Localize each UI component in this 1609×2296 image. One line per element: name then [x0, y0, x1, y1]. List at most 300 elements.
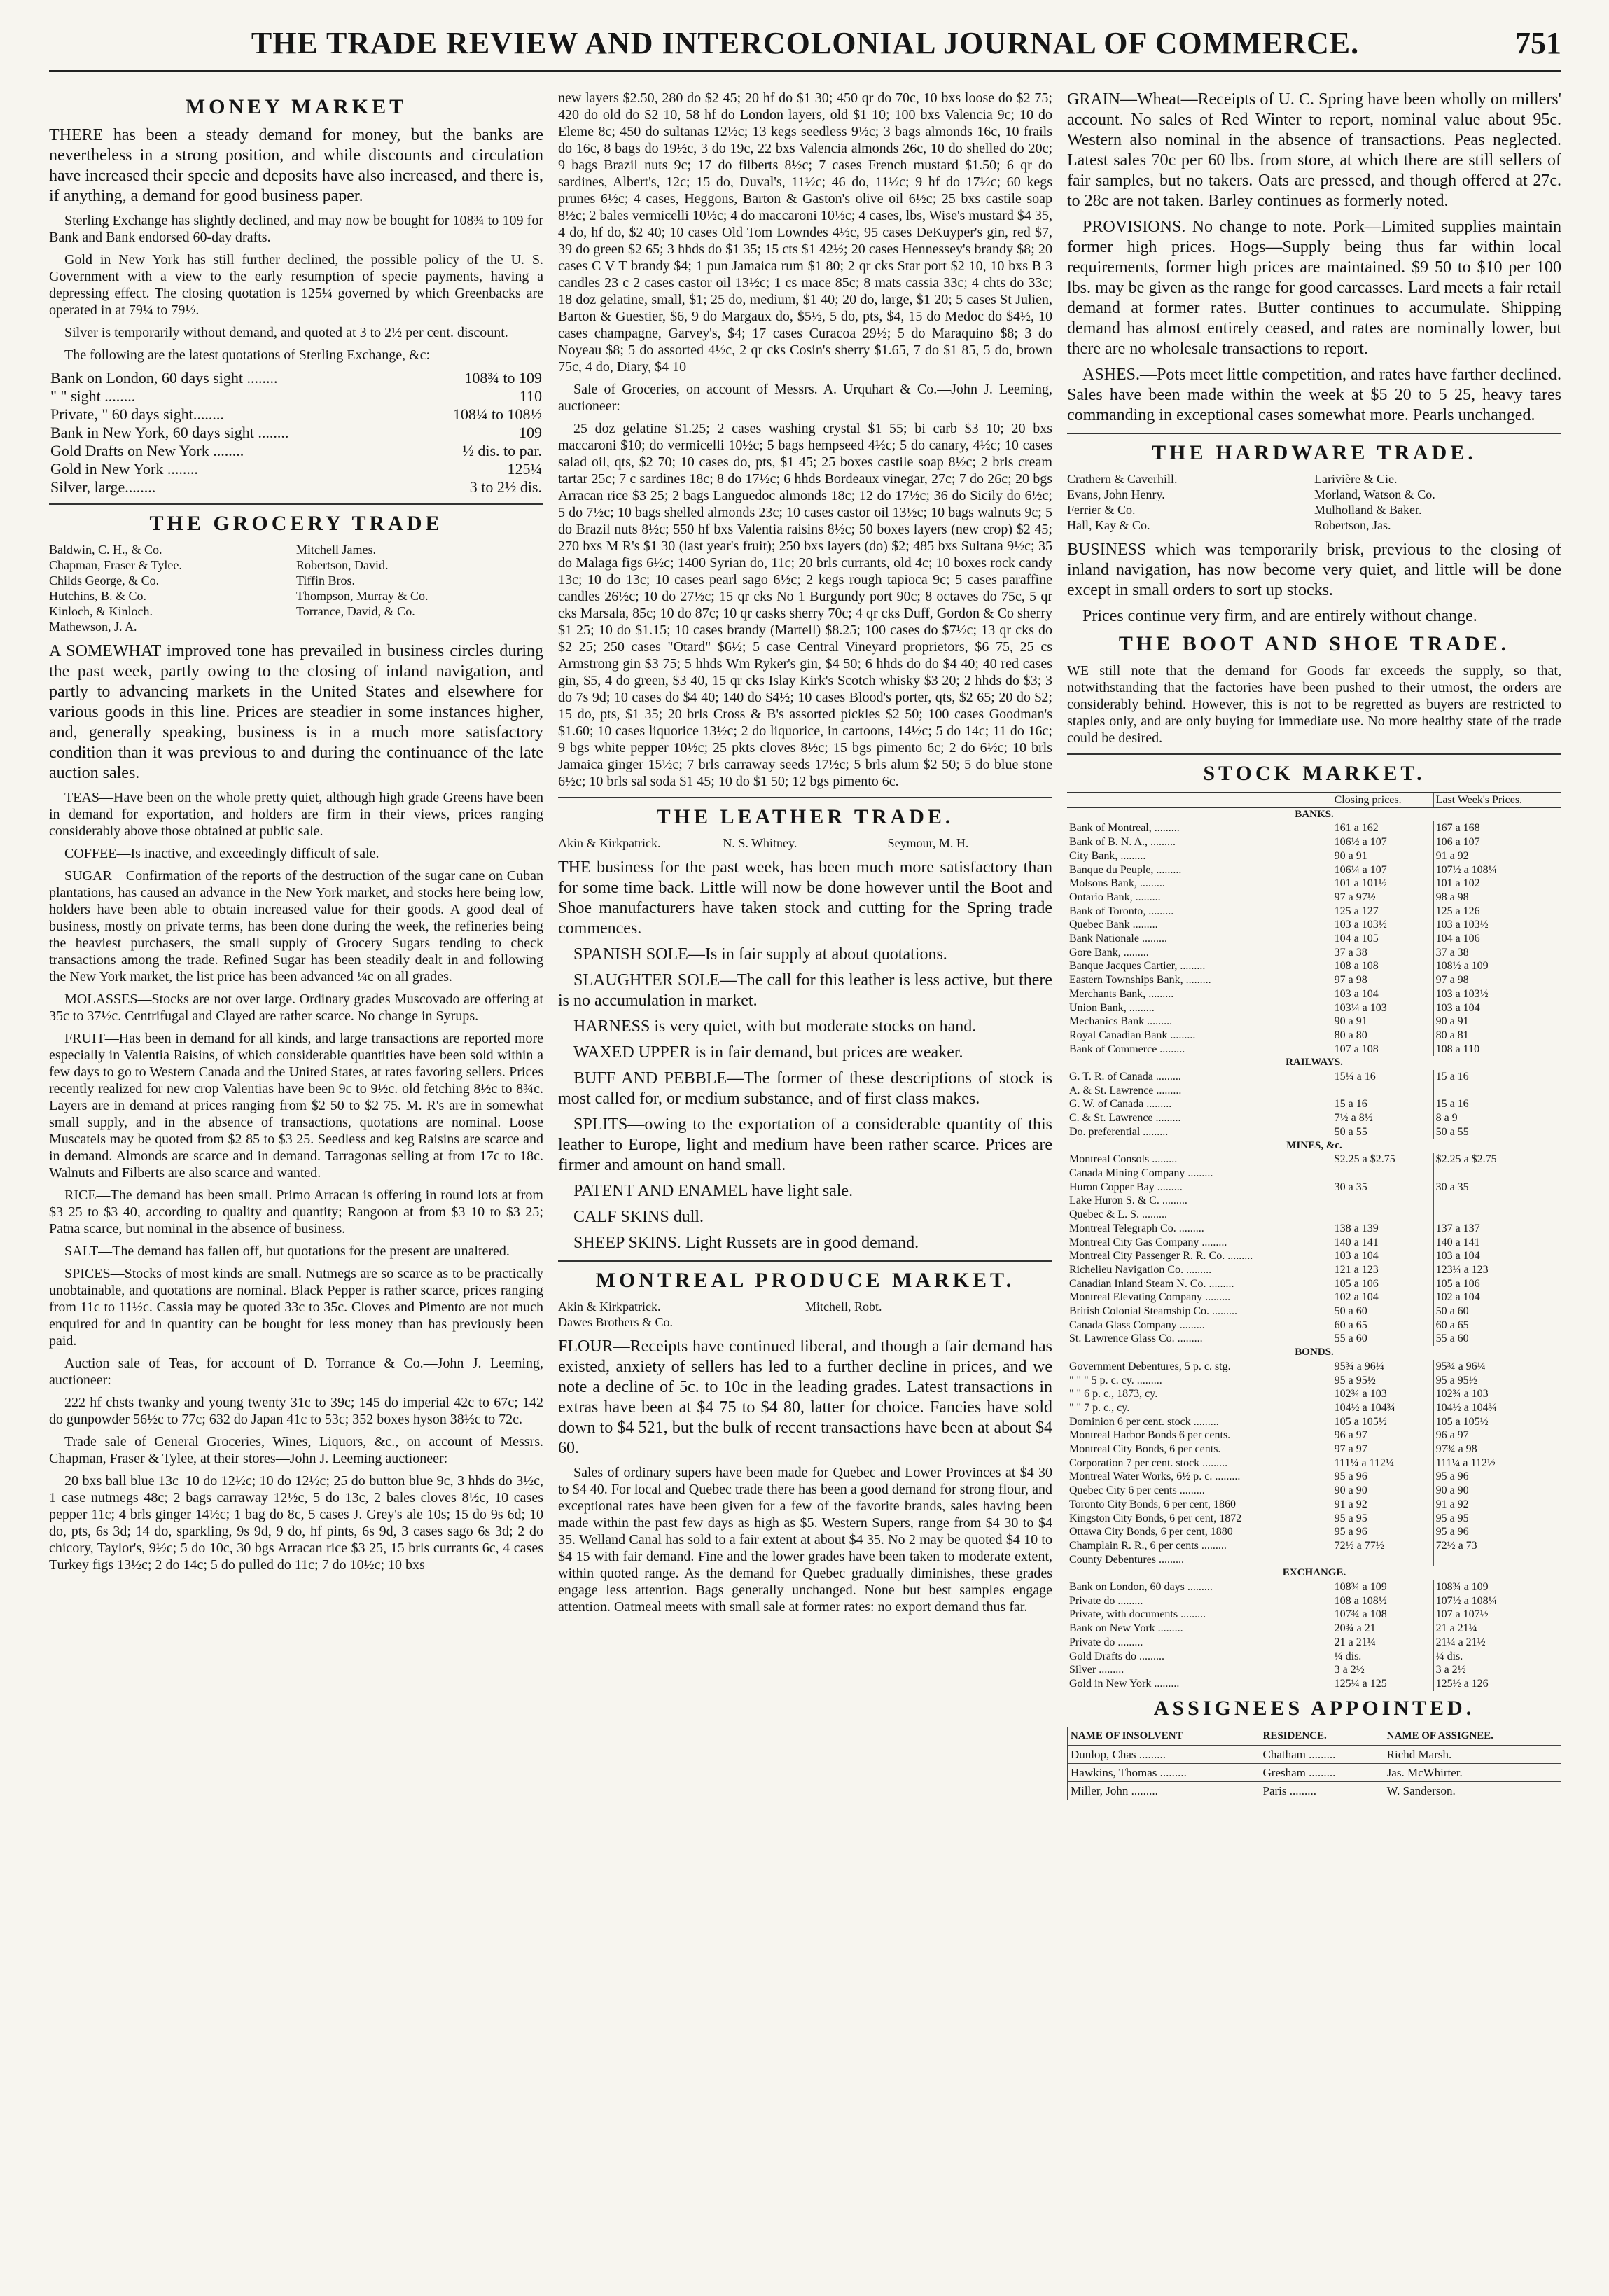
- stock-row: [1067, 959, 1561, 973]
- stock-name: Ontario Bank, .........: [1069, 891, 1161, 903]
- stock-row: [1067, 1525, 1561, 1539]
- exchange-quotations-table: [49, 369, 543, 496]
- quotation-label: Private, " 60 days sight........: [50, 405, 224, 423]
- auction-details: 222 hf chsts twanky and young twenty 31c to 39c; 145 do imperial 42c to 67c; 142 do gunpowder 56½c to 77c; 632 do Japan 41c to 53c; 352 boxes hyson 38½c to 72c.: [49, 1395, 543, 1427]
- stock-closing: 50 a 60: [1332, 1304, 1433, 1319]
- assignee-header: RESIDENCE.: [1260, 1727, 1384, 1745]
- stock-closing: 105 a 105½: [1332, 1415, 1433, 1429]
- stock-name: Gore Bank, .........: [1069, 946, 1149, 959]
- stock-name: Private, with documents .........: [1069, 1608, 1206, 1621]
- stock-closing: 125 a 127: [1332, 905, 1433, 919]
- stock-header: Closing prices.: [1332, 793, 1433, 807]
- stock-name: Banque du Peuple, .........: [1069, 863, 1182, 876]
- stock-row: [1067, 1319, 1561, 1333]
- stock-closing: 106½ a 107: [1332, 835, 1433, 849]
- quotation-row: [49, 387, 543, 405]
- money-paragraph: THERE has been a steady demand for money, but the banks are nevertheless in a strong position, and while discounts and circulation have increased their specie and deposits have also increased, and there is, if anything, a demand for good business paper.: [49, 126, 543, 205]
- stock-last-week: 97¾ a 98: [1433, 1442, 1561, 1456]
- firm-name: Larivière & Cie.: [1314, 472, 1398, 486]
- stock-closing: 15¼ a 16: [1332, 1070, 1433, 1084]
- masthead-title: THE TRADE REVIEW AND INTERCOLONIAL JOURNAL OF COMMERCE.: [251, 26, 1360, 60]
- stock-name: St. Lawrence Glass Co. .........: [1069, 1333, 1203, 1345]
- leather-item: HARNESS is very quiet, with but moderate stocks on hand.: [573, 1017, 977, 1036]
- firms-left: [558, 1299, 805, 1330]
- stock-row: [1067, 946, 1561, 960]
- leather-item: WAXED UPPER is in fair demand, but prices are weaker.: [573, 1043, 963, 1062]
- stock-name: Government Debentures, 5 p. c. stg.: [1069, 1360, 1231, 1372]
- assignees-heading: ASSIGNEES APPOINTED.: [1153, 1696, 1475, 1720]
- money-paragraph: The following are the latest quotations of Sterling Exchange, &c:—: [64, 347, 445, 363]
- stock-market-heading: STOCK MARKET.: [1067, 753, 1561, 784]
- assignee-row: [1068, 1781, 1561, 1800]
- stock-name: Royal Canadian Bank .........: [1069, 1029, 1196, 1041]
- stock-row: [1067, 1332, 1561, 1346]
- stock-name: Dominion 6 per cent. stock .........: [1069, 1415, 1219, 1428]
- stock-row: [1067, 973, 1561, 987]
- stock-closing: 111¼ a 112¼: [1332, 1456, 1433, 1470]
- firm: N. S. Whitney.: [723, 836, 797, 850]
- stock-closing: 95 a 95½: [1332, 1374, 1433, 1388]
- stock-name: Eastern Townships Bank, .........: [1069, 974, 1211, 987]
- stock-row: [1067, 1470, 1561, 1484]
- stock-row: [1067, 1608, 1561, 1622]
- stock-closing: [1332, 1208, 1433, 1222]
- assignee-cell: Dunlop, Chas .........: [1068, 1745, 1260, 1763]
- stock-group-row: [1067, 1346, 1561, 1360]
- stock-closing: 121 a 123: [1332, 1263, 1433, 1277]
- quotation-label: Silver, large........: [50, 478, 156, 496]
- stock-last-week: 167 a 168: [1433, 821, 1561, 835]
- stock-name: Ottawa City Bonds, 6 per cent, 1880: [1069, 1526, 1233, 1538]
- stock-last-week: [1433, 1084, 1561, 1098]
- stock-name: Richelieu Navigation Co. .........: [1069, 1263, 1212, 1276]
- stock-row: [1067, 1222, 1561, 1236]
- firms-right: [805, 1299, 1052, 1330]
- stock-name: Quebec & L. S. .........: [1069, 1209, 1167, 1221]
- stock-name: Private do .........: [1069, 1594, 1143, 1607]
- stock-name: " " 6 p. c., 1873, cy.: [1069, 1388, 1158, 1400]
- stock-closing: 21 a 21¼: [1332, 1636, 1433, 1650]
- stock-closing: 90 a 90: [1332, 1484, 1433, 1498]
- stock-name: Champlain R. R., 6 per cents .........: [1069, 1539, 1227, 1552]
- stock-closing: 103¼ a 103: [1332, 1001, 1433, 1015]
- stock-closing: 104½ a 104¾: [1332, 1401, 1433, 1415]
- stock-group-row: [1067, 1566, 1561, 1580]
- stock-closing: 97 a 98: [1332, 973, 1433, 987]
- stock-row: [1067, 1360, 1561, 1374]
- stock-last-week: 37 a 38: [1433, 946, 1561, 960]
- provisions-paragraph: PROVISIONS. No change to note. Pork—Limited supplies maintain former high prices. Hogs—Supply being thus far within local requirements, former high prices are maintained. $9 50 to $10 per 100 lbs. may be given as the range for good carcasses. Lard meets a fair retail demand at former rates. Butter continues to accumulate. Shipping demand has almost entirely ceased, and rates are nominally lower, but there are no wholesale transactions to report.: [1067, 218, 1561, 358]
- stock-row: [1067, 1181, 1561, 1195]
- stock-last-week: 50 a 60: [1433, 1304, 1561, 1319]
- stock-closing: 60 a 65: [1332, 1319, 1433, 1333]
- stock-last-week: 105 a 106: [1433, 1277, 1561, 1291]
- stock-row: [1067, 1304, 1561, 1319]
- stock-name: G. W. of Canada .........: [1069, 1098, 1172, 1111]
- quotation-value: 108¾ to 109: [464, 369, 542, 387]
- stock-last-week: 3 a 2½: [1433, 1663, 1561, 1677]
- stock-closing: $2.25 a $2.75: [1332, 1153, 1433, 1167]
- quotation-value: 108¼ to 108½: [452, 405, 542, 423]
- stock-row: [1067, 1029, 1561, 1043]
- stock-name: Quebec City 6 per cents .........: [1069, 1484, 1205, 1497]
- stock-name: Toronto City Bonds, 6 per cent, 1860: [1069, 1498, 1236, 1510]
- quotation-value: 125¼: [507, 460, 542, 478]
- stock-row: [1067, 1401, 1561, 1415]
- fruit-paragraph: FRUIT—Has been in demand for all kinds, and large transactions are reported more especially in Valentia Raisins, of which considerable quantities have been sold within a few days to go to Western Canada and the United States, at rates favoring sellers. Prices recently realized for new crop Valentias have been 9c to 9½c. old fetching 8½c to 8¾c. Layers are in demand at prices ranging from $2 50 to $2 75. M. R's are in somewhat small supply, and in the absence of transactions, quotations are nominal. Loose Muscatels may be quoted from $2 85 to $3 25. Seedless and keg Raisins are scarce and in demand. Almonds are scarce and in demand. Tarragonas selling at from 17c to 18c. Walnuts and Filberts are also scarce and wanted.: [49, 1031, 543, 1181]
- auction-details: 20 bxs ball blue 13c–10 do 12½c; 10 do 12½c; 25 do button blue 9c, 3 hhds do 3½c, 1 case nutmegs 48c; 2 bags carraway 12½c, 5 do 13c, 2 bales cloves 8½c, 10 cases pepper 11c; 4 brls ginger 14½c; 1 bag do 8c, 5 cases J. Grey's ale 10s; 15 do 9s 6d; 10 do, pts, 6s 3d; 14 do, sparkling, 9s 9d, 9 do, hf pints, 6s 9d, 3 cases sago 6s 3d; 2 do chicory, Taylor's, 9½c; 5 do 10c, 30 bgs Arracan rice $3 25, 15 brls currants 6c, 4 cases Turkey figs 13½c; 2 do 14c; 5 do pulled do 11c; 7 do 10½c; 10 bxs: [49, 1473, 543, 1573]
- stock-name: " " 7 p. c., cy.: [1069, 1401, 1130, 1414]
- firm-name: Hall, Kay & Co.: [1067, 518, 1150, 532]
- stock-name: Gold Drafts do .........: [1069, 1650, 1164, 1662]
- auction-continuation: new layers $2.50, 280 do $2 45; 20 hf do $1 30; 450 qr do 70c, 10 bxs loose do $2 75; 420 do old do $2 10, 58 hf do London layers, old $1 10; 100 bxs Valencia 9c; 10 do Eleme 8c; 450 do sultanas 12½c; 13 kegs seedless 9½c; 3 bags almonds 16c, 10 frails do 16c, 8 bags do 19½c, 3 do 19c, 22 bxs Valencia almonds 26c, 10 do shelled do 20c; 9 bags Brazil nuts 9c; 17 do filberts 8½c; 7 cases French mustard $1.50; 6 qr do sardines, Albert's, 12c; 15 do, Duval's, 11½c; 46 do, 11½c; 9 hf do 17½c; 60 kegs prunes 6½c; 4 cases, Heggons, Barton & Gaston's olive oil 6½c; 25 bxs castile soap 8½c; 2 bales vermicelli 10½c; 4 do maccaroni 10½c; 4 cases, lbs, Wise's mustard $4 35, 4 do, hf do, $2 40; 10 cases Old Tom Lowndes 4½c, 95 cases DeKuyper's gin, red $7, 39 do green $2 65; 3 hhds do $1 35; 15 cts $1 42½; 20 cases Hennessey's brandy $8; 20 cases C V T brandy $4; 1 pun Jamaica rum $1 80; 2 qr cks Star port $2 10, 10 bxs B 3 candles 23 c 2 cases castor oil 13½c; 1 cs mace 85c; 8 mats cassia 33c; 4 chts do 33c; 18 doz gelatine, small, $1; 25 do, medium, $1 40; 20 do, large, $1 20; 5 cases St Julien, Barton & Guestier, $6, 9 do Margaux do, $5½, 5 do, pts, $4, 15 do Medoc do $4½, 10 cases champagne, Garvey's, $4; 17 cases Curacoa 29½; 5 do Maraquino $8; 3 do Noyeau $8; 5 do assorted 4½c, 2 qr cks Cosin's sherry $1.65, 7 do $1 85, 5 do, brown 75c, 4 do, Diary, $4 10: [558, 90, 1052, 375]
- firm-name: Tiffin Bros.: [296, 573, 356, 587]
- stock-row: [1067, 1539, 1561, 1553]
- firm-name: Dawes Brothers & Co.: [558, 1315, 673, 1329]
- stock-row: [1067, 905, 1561, 919]
- stock-last-week: ¼ dis.: [1433, 1650, 1561, 1664]
- stock-last-week: 102 a 104: [1433, 1290, 1561, 1304]
- assignee-row: [1068, 1763, 1561, 1781]
- firm-name: Mulholland & Baker.: [1314, 503, 1422, 517]
- firm-name: Mitchell James.: [296, 543, 376, 557]
- stock-last-week: 90 a 90: [1433, 1484, 1561, 1498]
- stock-row: [1067, 1650, 1561, 1664]
- firms-right: [1314, 471, 1561, 533]
- stock-closing: 104 a 105: [1332, 932, 1433, 946]
- stock-last-week: 104 a 106: [1433, 932, 1561, 946]
- stock-name: Bank Nationale .........: [1069, 933, 1167, 945]
- ashes-paragraph: ASHES.—Pots meet little competition, and rates have farther declined. Sales have been made within the week at $5 20 to 5 25, heavy tares commanding in exceptional cases somewhat more. Pearls unchanged.: [1067, 366, 1561, 424]
- stock-last-week: 101 a 102: [1433, 877, 1561, 891]
- stock-row: [1067, 835, 1561, 849]
- stock-name: Silver .........: [1069, 1664, 1124, 1676]
- leather-item: CALF SKINS dull.: [573, 1208, 704, 1226]
- firm-name: Mathewson, J. A.: [49, 620, 137, 634]
- stock-last-week: 105 a 105½: [1433, 1415, 1561, 1429]
- stock-last-week: 21 a 21¼: [1433, 1622, 1561, 1636]
- stock-name: Union Bank, .........: [1069, 1001, 1155, 1014]
- quotation-label: Bank on London, 60 days sight ........: [50, 369, 278, 387]
- column-2: [558, 90, 1052, 1621]
- stock-last-week: 104½ a 104¾: [1433, 1401, 1561, 1415]
- stock-name: Montreal City Bonds, 6 per cents.: [1069, 1443, 1221, 1456]
- stock-group-row: [1067, 807, 1561, 821]
- stock-row: [1067, 1580, 1561, 1594]
- stock-name: Bank of Toronto, .........: [1069, 905, 1174, 917]
- stock-closing: 50 a 55: [1332, 1125, 1433, 1139]
- leather-item: PATENT AND ENAMEL have light sale.: [573, 1182, 854, 1200]
- firm: Seymour, M. H.: [887, 836, 969, 850]
- stock-last-week: 108¾ a 109: [1433, 1580, 1561, 1594]
- stock-row: [1067, 918, 1561, 932]
- stock-last-week: 15 a 16: [1433, 1070, 1561, 1084]
- stock-last-week: 21¼ a 21½: [1433, 1636, 1561, 1650]
- stock-row: [1067, 1636, 1561, 1650]
- stock-name: Bank of Montreal, .........: [1069, 822, 1180, 835]
- stock-closing: 95¾ a 96¼: [1332, 1360, 1433, 1374]
- stock-row: [1067, 1097, 1561, 1111]
- stock-row: [1067, 849, 1561, 863]
- stock-closing: 140 a 141: [1332, 1236, 1433, 1250]
- stock-name: City Bank, .........: [1069, 849, 1146, 862]
- stock-last-week: 123¼ a 123: [1433, 1263, 1561, 1277]
- stock-row: [1067, 932, 1561, 946]
- column-3: [1067, 90, 1561, 1800]
- auction-details: 25 doz gelatine $1.25; 2 cases washing crystal $1 55; bi carb $3 10; 20 bxs maccaroni $10; do vermicelli 10½c; 5 bags hempseed 4½c; 5 do canary, 4½c; 10 cases salad oil, qts, $2 70; 10 cases do, pts, $1 45; 25 boxes castile soap 8½c; 2 brls cream tartar 25c; 7 c sardines 18c; 8 do 17½c; 6 hhds Bordeaux vinegar, 27c; 7 do 26c; 20 bgs Arracan rice $3 25; 2 bags Languedoc almonds 18c; 12 do 17½c; 36 do Sicily do 6½c; 5 do 7½c; 10 bags shelled almonds 23c; 10 cases castor oil 13½c; 10 bags walnuts 9c; 5 do Brazil nuts 8½c; 550 hf bxs Valentia raisins 8½c; 50 boxes layers (new crop) $2 45; 270 bxs M R's $1 30 (last year's fruit); 250 bxs layers (do) $2; 485 bxs Sultana 9½c; 35 do Malaga figs 6½c; 1400 Syrian do, 11c; 20 brls currants, old 4c; 10 boxes rock candy 13c; 10 do 13c; 10 cases pearl sago 6½c; 2 kegs rough tapioca 9c; 5 cases paraffine candles 26½c; 10 do 27½c; 15 qr cks No 1 Burgundy port 90c; 8 octaves do 75c, 5 qr cks Marsala, 85c; 10 do 87c; 10 qr casks sherry 70c; 4 qr cks Duff, Gordon & Co sherry $1 25; 10 do $1.15; 10 cases brandy (Martell) $8.25; 100 cases do $7½c; 13 qr cks do $2 25; 250 cases "Otard" $6½; 5 case Central Vineyard proprietors, $6 75, 25 cs Armstrong gin $3 75; 5 hhds Wm Ryker's gin, $4 50; 6 hhds do do $4 40; 40 red cases gin, $5, 4 do green, $3 40, 15 qr cks Islay Kirk's Scotch whisky $3 20; 2 hhds do $3; 3 do 7s 9d; 10 cases do $4 40; 140 do $4½; 10 cases Blood's porter, qts, $2 65; 20 do $2; 15 do, pts, $1 35; 20 brls Cross & B's assorted pickles $2 50; 100 cases Goodman's $1.60; 10 cases liquorice 13½c; 2 do liquorice, in cartoons, 14½c; 5 do 14c; 11 do 16c; 9 bgs white pepper 10½c; 25 pkts cloves 8½c; 15 bgs pimento 6c; 2 do 6½c; 10 brls Jamaica ginger 15½c; 7 brls carraway seeds 17½c; 5 brls alum $2 50; 5 do blue stone 6½c; 10 brls sal soda $1 45; 10 do $1 50; 12 bgs pimento 6c.: [558, 421, 1052, 789]
- stock-row: [1067, 1084, 1561, 1098]
- stock-row: [1067, 1249, 1561, 1263]
- leather-item: SPANISH SOLE—Is in fair supply at about quotations.: [573, 945, 947, 963]
- stock-last-week: 60 a 65: [1433, 1319, 1561, 1333]
- stock-name: Kingston City Bonds, 6 per cent, 1872: [1069, 1512, 1242, 1524]
- stock-row: [1067, 1442, 1561, 1456]
- stock-closing: 103 a 104: [1332, 1249, 1433, 1263]
- stock-closing: 107 a 108: [1332, 1043, 1433, 1057]
- stock-row: [1067, 1428, 1561, 1442]
- stock-row: [1067, 1374, 1561, 1388]
- stock-closing: [1332, 1084, 1433, 1098]
- stock-name: County Debentures .........: [1069, 1553, 1184, 1566]
- quotation-value: 109: [519, 424, 542, 441]
- stock-last-week: 97 a 98: [1433, 973, 1561, 987]
- stock-name: Canada Glass Company .........: [1069, 1319, 1205, 1331]
- stock-row: [1067, 1153, 1561, 1167]
- stock-closing: 108¾ a 109: [1332, 1580, 1433, 1594]
- stock-closing: 106¼ a 107: [1332, 863, 1433, 877]
- assignee-cell: Paris .........: [1260, 1781, 1384, 1800]
- stock-closing: 102¾ a 103: [1332, 1387, 1433, 1401]
- assignee-header: NAME OF ASSIGNEE.: [1384, 1727, 1561, 1745]
- auction-notice: Trade sale of General Groceries, Wines, Liquors, &c., on account of Messrs. Chapman, Fraser & Tylee, at their stores—John J. Leeming auctioneer:: [49, 1434, 543, 1466]
- stock-last-week: 108 a 110: [1433, 1043, 1561, 1057]
- stock-name: Bank on London, 60 days .........: [1069, 1581, 1213, 1594]
- stock-closing: 91 a 92: [1332, 1498, 1433, 1512]
- stock-row: [1067, 1277, 1561, 1291]
- firm-name: Thompson, Murray & Co.: [296, 589, 429, 603]
- grocery-paragraph: A SOMEWHAT improved tone has prevailed in business circles during the past week, partly owing to the closing of inland navigation, and partly to advancing markets in the United States and elsewhere for various goods in this line. Prices are steadier in some instances higher, and, generally speaking, business is in a much more satisfactory condition than it was previous to and during the continuance of the late auction sales.: [49, 642, 543, 782]
- firm-name: Robertson, Jas.: [1314, 518, 1391, 532]
- stock-row: [1067, 1415, 1561, 1429]
- assignee-cell: Jas. McWhirter.: [1384, 1763, 1561, 1781]
- stock-row: [1067, 877, 1561, 891]
- stock-row: [1067, 1484, 1561, 1498]
- stock-closing: 97 a 97½: [1332, 891, 1433, 905]
- salt-paragraph: SALT—The demand has fallen off, but quotations for the present are unaltered.: [64, 1244, 510, 1259]
- stock-last-week: 95 a 96: [1433, 1525, 1561, 1539]
- stock-row: [1067, 1015, 1561, 1029]
- quotation-row: [49, 405, 543, 424]
- stock-last-week: 15 a 16: [1433, 1097, 1561, 1111]
- stock-closing: 97 a 97: [1332, 1442, 1433, 1456]
- stock-name: Canadian Inland Steam N. Co. .........: [1069, 1277, 1234, 1290]
- stock-row: [1067, 1194, 1561, 1208]
- firm-name: Chapman, Fraser & Tylee.: [49, 558, 182, 572]
- stock-name: Huron Copper Bay .........: [1069, 1181, 1183, 1193]
- leather-trade-heading: THE LEATHER TRADE.: [558, 797, 1052, 827]
- firm-name: Baldwin, C. H., & Co.: [49, 543, 162, 557]
- stock-closing: 102 a 104: [1332, 1290, 1433, 1304]
- stock-closing: 103 a 103½: [1332, 918, 1433, 932]
- money-paragraph: Silver is temporarily without demand, and quoted at 3 to 2½ per cent. discount.: [64, 325, 508, 340]
- stock-last-week: 103 a 103½: [1433, 918, 1561, 932]
- stock-closing: 90 a 91: [1332, 849, 1433, 863]
- stock-closing: 80 a 80: [1332, 1029, 1433, 1043]
- stock-closing: [1332, 1553, 1433, 1567]
- quotation-row: [49, 369, 543, 387]
- stock-row: [1067, 1553, 1561, 1567]
- firm-name: Childs George, & Co.: [49, 573, 160, 587]
- stock-row: [1067, 1125, 1561, 1139]
- stock-last-week: 55 a 60: [1433, 1332, 1561, 1346]
- quotation-row: [49, 424, 543, 442]
- stock-closing: 108 a 108½: [1332, 1594, 1433, 1608]
- stock-last-week: 80 a 81: [1433, 1029, 1561, 1043]
- assignee-cell: Gresham .........: [1260, 1763, 1384, 1781]
- assignee-row: [1068, 1745, 1561, 1763]
- stock-last-week: 72½ a 73: [1433, 1539, 1561, 1553]
- stock-last-week: 90 a 91: [1433, 1015, 1561, 1029]
- stock-last-week: 8 a 9: [1433, 1111, 1561, 1125]
- produce-market-heading: MONTREAL PRODUCE MARKET.: [558, 1260, 1052, 1290]
- stock-name: Montreal City Gas Company .........: [1069, 1236, 1227, 1248]
- stock-closing: 161 a 162: [1332, 821, 1433, 835]
- stock-row: [1067, 1263, 1561, 1277]
- stock-last-week: 95 a 95: [1433, 1512, 1561, 1526]
- stock-name: G. T. R. of Canada .........: [1069, 1071, 1181, 1083]
- assignee-cell: Richd Marsh.: [1384, 1745, 1561, 1763]
- stock-header: [1067, 793, 1332, 807]
- stock-group-row: [1067, 1139, 1561, 1153]
- assignee-header: NAME OF INSOLVENT: [1068, 1727, 1260, 1745]
- spices-paragraph: SPICES—Stocks of most kinds are small. Nutmegs are so scarce as to be practically unobtainable, and quotations are nominal. Black Pepper is rather scarce, prices ranging from 11c to 11½c. Cassia may be quoted 33c to 35c. Cloves and Pimento are not much enquired for and in quantity can be bought for less money than has previously been paid.: [49, 1266, 543, 1349]
- firm-name: Ferrier & Co.: [1067, 503, 1136, 517]
- stock-closing: 15 a 16: [1332, 1097, 1433, 1111]
- stock-closing: 95 a 96: [1332, 1525, 1433, 1539]
- firms-right: [296, 542, 543, 634]
- stock-closing: 3 a 2½: [1332, 1663, 1433, 1677]
- stock-closing: 125¼ a 125: [1332, 1677, 1433, 1691]
- leather-item: SHEEP SKINS. Light Russets are in good demand.: [573, 1234, 919, 1252]
- stock-last-week: $2.25 a $2.75: [1433, 1153, 1561, 1167]
- stock-row: [1067, 1290, 1561, 1304]
- stock-name: Private do .........: [1069, 1636, 1143, 1648]
- stock-last-week: 95 a 96: [1433, 1470, 1561, 1484]
- stock-last-week: [1433, 1553, 1561, 1567]
- stock-row: [1067, 1456, 1561, 1470]
- quotation-row: [49, 478, 543, 496]
- stock-row: [1067, 1070, 1561, 1084]
- stock-group-row: [1067, 1056, 1561, 1070]
- hardware-paragraph: BUSINESS which was temporarily brisk, previous to the closing of inland navigation, has now become very quiet, and little will be done except in small orders to sort up stocks.: [1067, 541, 1561, 599]
- stock-row: [1067, 1043, 1561, 1057]
- stock-closing: 108 a 108: [1332, 959, 1433, 973]
- quotation-value: ½ dis. to par.: [462, 442, 542, 459]
- stock-group-label: BONDS.: [1295, 1347, 1334, 1358]
- grain-paragraph: GRAIN—Wheat—Receipts of U. C. Spring have been wholly on millers' account. No sales of Red Winter to report, nominal value about 95c. Western also nominal in the absence of transactions. Peas neglected. Latest sales 70c per 60 lbs. from store, at which there are still sellers of fair samples, but no takers. Oats are pressed, and though offered at 27c. to 28c are not taken. Barley continues as formerly noted.: [1067, 90, 1561, 210]
- stock-market-table: [1067, 792, 1561, 1691]
- grocery-trade-heading: THE GROCERY TRADE: [49, 503, 543, 534]
- firm-name: Akin & Kirkpatrick.: [558, 1300, 661, 1314]
- firm-name: Hutchins, B. & Co.: [49, 589, 147, 603]
- boot-paragraph: WE still note that the demand for Goods far exceeds the supply, so that, notwithstanding that the factories have been pushed to their utmost, the orders are considerably behind. However, this is not to be regretted as buyers are restricted to staples only, and are only buying for immediate use. No more healthy state of the trade could be desired.: [1067, 663, 1561, 746]
- stock-group-label: EXCHANGE.: [1282, 1567, 1346, 1579]
- stock-name: Corporation 7 per cent. stock .........: [1069, 1456, 1228, 1469]
- stock-last-week: 103 a 103½: [1433, 987, 1561, 1001]
- stock-closing: 72½ a 77½: [1332, 1539, 1433, 1553]
- firm-name: Kinloch, & Kinloch.: [49, 604, 153, 618]
- auction-notice: Sale of Groceries, on account of Messrs. A. Urquhart & Co.—John J. Leeming, auctioneer:: [558, 382, 1052, 414]
- stock-closing: 20¾ a 21: [1332, 1622, 1433, 1636]
- sugar-paragraph: SUGAR—Confirmation of the reports of the destruction of the sugar cane on Cuban plantations, has caused an advance in the New York market, and stocks here being low, holders have been able to obtain increased value for their goods. A good deal of business, mostly on private terms, has been done during the week, the refineries being the heaviest purchasers, the small supply of Grocery Sugars tending to check transactions among the trade. Refined Sugar has been steadily dealt in and following the New York market, the list price has been advanced ¼c on all grades.: [49, 868, 543, 985]
- stock-name: Canada Mining Company .........: [1069, 1167, 1213, 1179]
- stock-name: Merchants Bank, .........: [1069, 987, 1174, 1000]
- quotation-row: [49, 442, 543, 460]
- stock-closing: 95 a 95: [1332, 1512, 1433, 1526]
- stock-last-week: [1433, 1194, 1561, 1208]
- hardware-firms: [1067, 471, 1561, 533]
- stock-last-week: 107½ a 108¼: [1433, 863, 1561, 877]
- stock-closing: [1332, 1167, 1433, 1181]
- stock-closing: 96 a 97: [1332, 1428, 1433, 1442]
- stock-last-week: 125 a 126: [1433, 905, 1561, 919]
- stock-name: Montreal Water Works, 6½ p. c. .........: [1069, 1470, 1241, 1483]
- stock-last-week: 137 a 137: [1433, 1222, 1561, 1236]
- leather-firms: [558, 835, 1052, 851]
- stock-last-week: 108½ a 109: [1433, 959, 1561, 973]
- stock-closing: 55 a 60: [1332, 1332, 1433, 1346]
- stock-last-week: 111¼ a 112½: [1433, 1456, 1561, 1470]
- firm-name: Robertson, David.: [296, 558, 389, 572]
- stock-name: Bank of B. N. A., .........: [1069, 836, 1176, 849]
- stock-last-week: 125½ a 126: [1433, 1677, 1561, 1691]
- stock-name: Bank of Commerce .........: [1069, 1043, 1185, 1055]
- assignee-cell: W. Sanderson.: [1384, 1781, 1561, 1800]
- stock-name: Bank on New York .........: [1069, 1622, 1183, 1635]
- quotation-label: " " sight ........: [50, 387, 136, 405]
- stock-closing: 30 a 35: [1332, 1181, 1433, 1195]
- auction-notice: Auction sale of Teas, for account of D. Torrance & Co.—John J. Leeming, auctioneer:: [49, 1356, 543, 1388]
- stock-row: [1067, 821, 1561, 835]
- rice-paragraph: RICE—The demand has been small. Primo Arracan is offering in round lots at from $3 25 to $3 40, according to quality and quantity; Rangoon at from $3 10 to $3 25; Patna scarce, but nominal in the absence of business.: [49, 1188, 543, 1237]
- stock-group-label: BANKS.: [1295, 808, 1334, 820]
- stock-closing: [1332, 1194, 1433, 1208]
- quotation-label: Gold in New York ........: [50, 460, 198, 478]
- stock-name: Quebec Bank .........: [1069, 919, 1158, 931]
- firm-name: Crathern & Caverhill.: [1067, 472, 1178, 486]
- stock-closing: 7½ a 8½: [1332, 1111, 1433, 1125]
- stock-row: [1067, 1111, 1561, 1125]
- coffee-paragraph: COFFEE—Is inactive, and exceedingly difficult of sale.: [64, 846, 379, 861]
- money-paragraph: Sterling Exchange has slightly declined, and may now be bought for 108¾ to 109 for Bank and Bank endorsed 60-day drafts.: [49, 213, 543, 245]
- stock-row: [1067, 1001, 1561, 1015]
- page-header: [49, 21, 1561, 72]
- hardware-trade-heading: THE HARDWARE TRADE.: [1067, 433, 1561, 463]
- produce-firms: [558, 1299, 1052, 1330]
- stock-name: A. & St. Lawrence .........: [1069, 1084, 1182, 1097]
- grocery-firms: [49, 542, 543, 634]
- flour-paragraph: FLOUR—Receipts have continued liberal, and though a fair demand has existed, anxiety of sellers has led to a further decline in prices, and we note a decline of 5c. to 10c in the leading grades. Latest transactions in extras have been at $4 75 to $4 80, latter for choice. Fancies have sold down to $4 521, but the bulk of recent transactions have been at about $4 60.: [558, 1337, 1052, 1457]
- stock-name: C. & St. Lawrence .........: [1069, 1112, 1181, 1125]
- teas-paragraph: TEAS—Have been on the whole pretty quiet, although high grade Greens have been in demand for exportation, and holders are firm in their views, prices ranging considerably above those obtained at public sale.: [49, 790, 543, 839]
- stock-last-week: 98 a 98: [1433, 891, 1561, 905]
- stock-last-week: 106 a 107: [1433, 835, 1561, 849]
- stock-row: [1067, 1622, 1561, 1636]
- quotation-label: Bank in New York, 60 days sight ........: [50, 424, 289, 441]
- stock-name: " " " 5 p. c. cy. .........: [1069, 1374, 1162, 1386]
- assignees-table: [1067, 1727, 1561, 1800]
- quotation-row: [49, 460, 543, 478]
